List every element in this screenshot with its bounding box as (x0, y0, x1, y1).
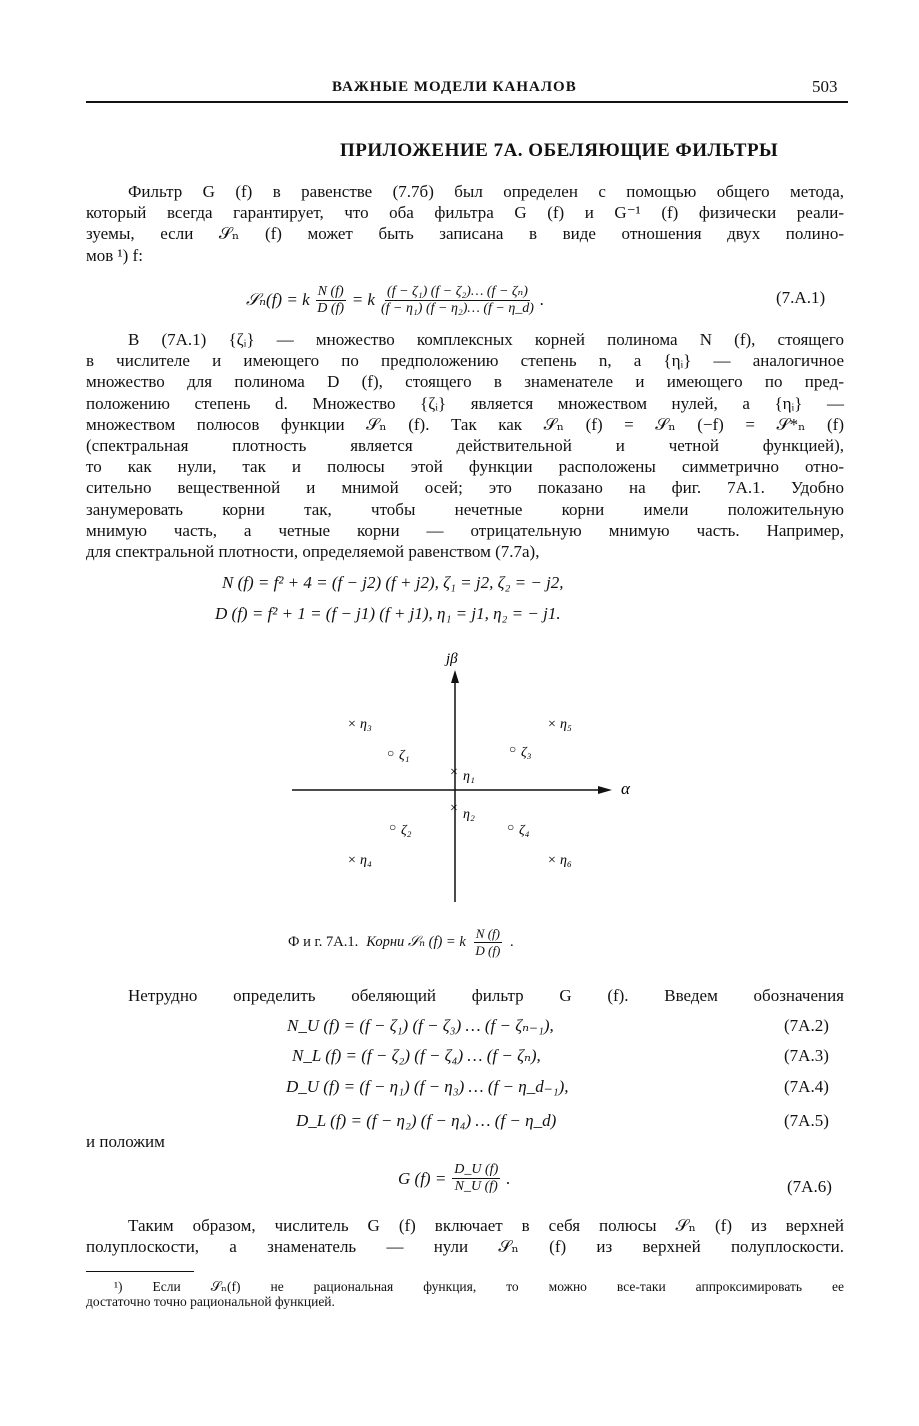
footnote (86, 1279, 844, 1309)
denominator: (f − η₁) (f − η₂)… (f − η_d) (380, 301, 534, 316)
eq-mid: = k (351, 290, 375, 309)
pole-label: η₅ (560, 717, 572, 732)
zero-label: ζ₁ (399, 748, 410, 763)
equation-7A1 (246, 283, 544, 317)
imaginary-axis-arrow (451, 670, 459, 683)
fraction (381, 283, 534, 317)
equation-number: (7А.3) (784, 1046, 829, 1065)
equation-number: (7А.6) (787, 1177, 832, 1196)
zero-marker: ○ (389, 820, 397, 834)
intro-line: Фильтр G (f) в равенстве (7.7б) был определен с помощью общего метода, (128, 182, 844, 201)
body-line: положению степень d. Множество {ζᵢ} является множеством нулей, а {ηᵢ} — (86, 393, 844, 413)
pole-marker: × (348, 853, 356, 868)
body-line: множеством полюсов функции 𝒮ₙ (f). Так как 𝒮ₙ (f) = 𝒮ₙ (−f) = 𝒮*ₙ (f) (86, 414, 844, 434)
equation-number: (7А.2) (784, 1016, 829, 1035)
equation-7A2: N_U (f) = (f − ζ₁) (f − ζ₃) … (f − ζₙ₋₁), (287, 1016, 554, 1035)
zero-marker: ○ (387, 746, 395, 760)
body-line: для спектральной плотности, определяемой равенством (7.7а), (86, 541, 540, 561)
body-line: множество для полинома D (f), стоящего в знаменателе и имеющего по пред- (86, 372, 844, 392)
zero-marker: ○ (509, 742, 517, 756)
pole-label: η₄ (360, 853, 372, 868)
pole-marker: × (548, 717, 556, 732)
pole-label: η₃ (360, 717, 372, 732)
zero-label: ζ₃ (521, 745, 532, 760)
caption-prefix: Ф и г. 7А.1. (288, 934, 359, 950)
intro-line: который всегда гарантирует, что оба фильтра G (f) и G⁻¹ (f) физически реали- (86, 203, 844, 223)
eq-tail: . (539, 290, 545, 309)
pole-label: η₁ (463, 769, 475, 784)
body-line: В (7А.1) {ζᵢ} — множество комплексных корней полинома N (f), стоящего (128, 330, 844, 349)
and-put-text: и положим (86, 1132, 165, 1151)
pole-label: η₂ (463, 807, 475, 822)
pole-marker: × (450, 765, 458, 780)
equation-7A4: D_U (f) = (f − η₁) (f − η₃) … (f − η_d₋₁), (286, 1077, 569, 1096)
numerator: (f − ζ₁) (f − ζ₂)… (f − ζₙ) (387, 284, 528, 299)
x-axis-label: α (621, 779, 630, 798)
section-title: ПРИЛОЖЕНИЕ 7А. ОБЕЛЯЮЩИЕ ФИЛЬТРЫ (340, 140, 779, 161)
pole-marker: × (548, 853, 556, 868)
denominator: D (f) (317, 300, 345, 316)
eq-tail: . (506, 1168, 511, 1188)
numerator: N (f) (317, 283, 344, 299)
footnote-line: достаточно точно рациональной функцией. (86, 1294, 335, 1309)
equation-number: (7.А.1) (776, 288, 826, 307)
footnote-rule (86, 1271, 194, 1272)
conclusion-line: полуплоскости, а знаменатель — нули 𝒮ₙ (f) из верхней полуплоскости. (86, 1237, 844, 1257)
conclusion-paragraph (86, 1215, 844, 1257)
zero-label: ζ₂ (401, 823, 412, 838)
example-line-N: N (f) = f² + 4 = (f − j2) (f + j2), ζ₁ = j2, ζ₂ = − j2, (222, 573, 564, 592)
running-title: ВАЖНЫЕ МОДЕЛИ КАНАЛОВ (332, 79, 577, 95)
fraction (452, 1162, 500, 1195)
equation-7A6 (398, 1162, 510, 1195)
conclusion-line: Таким образом, числитель G (f) включает в себя полюсы 𝒮ₙ (f) из верхней (128, 1216, 844, 1235)
body-line: (спектральная плотность является действительной и четной функцией), (86, 435, 844, 455)
body-line: то как нули, так и полюсы этой функции расположены симметрично отно- (86, 457, 844, 477)
footnote-line: ¹) Если 𝒮ₙ(f) не рациональная функция, то можно все-таки аппроксимировать ее (114, 1279, 844, 1294)
pole-label: η₆ (560, 853, 572, 868)
equation-number: (7А.5) (784, 1111, 829, 1130)
intro-line: зуемы, если 𝒮ₙ (f) может быть записана в виде отношения двух полино- (86, 224, 844, 244)
body-line: занумеровать корни так, чтобы нечетные корни имели положительную (86, 499, 844, 519)
intro-line: мов ¹) f: (86, 245, 143, 265)
denominator: D (f) (475, 943, 501, 958)
equation-7A3: N_L (f) = (f − ζ₂) (f − ζ₄) … (f − ζₙ), (292, 1046, 541, 1065)
real-axis-arrow (598, 786, 612, 794)
pole-marker: × (450, 801, 458, 816)
body-line: мнимую часть, а четные корни — отрицательную мнимую часть. Например, (86, 520, 844, 540)
pole-marker: × (348, 717, 356, 732)
y-axis-label: jβ (446, 651, 458, 667)
eq-lhs: 𝒮ₙ(f) = k (246, 290, 310, 309)
equation-number: (7А.4) (784, 1077, 829, 1096)
zero-marker: ○ (507, 820, 515, 834)
body-paragraph (86, 329, 844, 562)
caption-tail: . (509, 934, 514, 950)
numerator: D_U (f) (454, 1162, 499, 1177)
zero-label: ζ₄ (519, 823, 530, 838)
caption-text: Корни 𝒮ₙ (f) = k (366, 934, 466, 950)
figure-caption (288, 926, 514, 959)
denominator: N_U (f) (454, 1179, 498, 1194)
paragraph-2 (86, 985, 844, 1006)
header-rule (86, 101, 848, 103)
example-line-D: D (f) = f² + 1 = (f − j1) (f + j1), η₁ = j1, η₂ = − j1. (215, 604, 561, 623)
caption-fraction (474, 926, 502, 959)
fraction (316, 284, 346, 317)
eq-lhs: G (f) = (398, 1168, 447, 1188)
page-number: 503 (812, 77, 838, 96)
body-line: сительно вещественной и мнимой осей; это показано на фиг. 7А.1. Удобно (86, 478, 844, 498)
paragraph-2-line: Нетрудно определить обеляющий фильтр G (f). Введем обозначения (128, 986, 844, 1005)
body-line: в числителе и имеющего по предположению степень n, а {ηᵢ} — аналогичное (86, 351, 844, 371)
equation-7A5: D_L (f) = (f − η₂) (f − η₄) … (f − η_d) (296, 1111, 557, 1130)
numerator: N (f) (475, 926, 500, 941)
intro-paragraph (86, 181, 844, 266)
root-plane-figure (280, 640, 640, 915)
